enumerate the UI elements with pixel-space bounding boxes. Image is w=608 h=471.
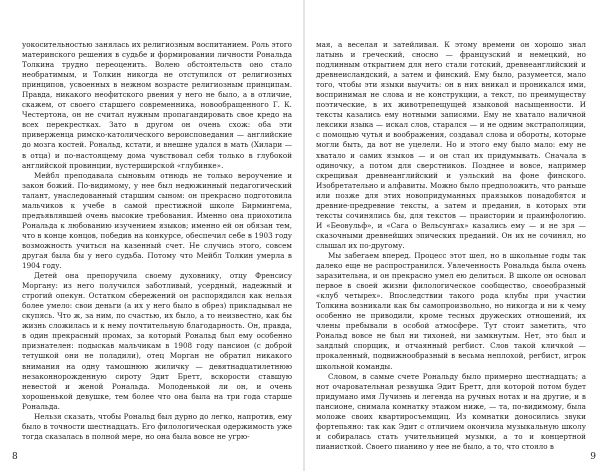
page-number-left: 8 [12,452,18,462]
right-page-text [316,40,586,452]
paragraph: Словом, в самые счете Рональду было примерно шестнадцать; а нот очаровательная резвушка Эдит Бретт, для которой потом будет придумано имя Лучиэнь и легенда на ручных нотах и на другие, и в пансионе, снимала комнатку этажом ниже, — та, по-видимому, была моложе своих квартиросъемщиц. Из комнатки доносились звуки фортепьяно: так как Эдит с отличием окончила музыкальную школу и собиралась стать учительницей музыки, а то и концертной пианисткой. Своего пианино у нее не было, а то, что стояло в [316,371,586,451]
page-number-right: 9 [590,452,596,462]
right-page [304,0,608,471]
paragraph: уокосительностью занялась их религиозным воспитанием. Роль этого материнского решения в судьбе и формировании личности Рональда Толкина трудно переоценить. Волею обстоятельств оно стало необратимым, и Толкин никогда не отступился от религиозных принципов, усвоенных в нежном возрасте религиозным принципам. Правда, никакого неофитского рвения у него не было, а в отличие, скажем, от своего старшего современника, новообращенного Г. К. Честертона, он не считал нужным пропагандировать свое кредо на всех перекрестках. Зато в другом он очень схож: оба эти приверженца римско-католического вероисповедания — английские до мозга костей. Рональд, кстати, и внешне удался в мать (Хилари — в отца) и по-настоящему дома чувствовал себя только в глубокой английской провинции, вустерширской «глубинке». [22,40,292,170]
left-page-text [22,40,292,442]
paragraph: мая, а веселая и затейливая. К этому времени он хорошо знал латынь и греческий, сносно — французский и немецкий, но подлинным открытием для него стали готский, древнеанглийский и древнеисландский, а затем и финский. Ему было, разумеется, мало того, чтобы эти языки выучить: он в них вникал и проникался ими, воспринимая не слова и не конструкции, а текст, по преимуществу поэтические, в их животрепещущей языковой насыщенности. И тексты казались ему нотными записями. Ему не хватало наличной лексики языка — искал слов, старался — и не одним экстраполяции, с помощью чутья и воображения, создавал слова и обороты, которые могли быть, да вот не уцелели. Но и этого ему было мало: ему не хватало и самих языков — и он стал их придумывать. Сначала в одиночку, а потом для сверстников. Позднее и вовсе, например скрещивая древнеанглийский и уэльский на фоне финского. Изобретательно и алфавиты. Можно было предположить, что раньше или позже для этих новопридуманных праязыков понадобятся и древние-предревние тексты, а затем и предания, в которых эти тексты сочинялись бы, для текстов — праистории и праинфологию. И «Беовульф», и «Сага о Вельсунгах» казались ему — и не зря — сказочными древнейших эпических преданий. Он их не сочинял, но слышал их по-другому. [316,40,586,250]
paragraph: Нельзя сказать, чтобы Рональд был дурно до легко, напротив, ему было в точности шестнадцать. Его филологическая одержимость уже тогда сказалась в полной мере, но она была вовсе не угрю- [22,411,292,441]
paragraph: Мейбл преподавала сыновьям отнюдь не только вероучение и закон божий. По-видимому, у нее был недюжинный педагогический талант, унаследованный старшим сыном: он прекрасно подготовила мальчиков к учебе в самой престижной школе Бирмингема, предъявлявшей очень высокие требования. Именно она приохотила Рональда к любованию изучением языков; именно ей он обязан тем, что в конце концов, победив на конкурсе, обеспечил себе в 1903 году возможность учиться на казенный счет. Не случись этого, совсем другая была бы у него судьба. Потому что Мейбл Толкин умерла в 1904 году. [22,170,292,271]
paragraph: Детей она препоручила своему духовнику, отцу Френсису Моргану: из него получился заботливый, усердный, надежный и строгий опекун. Остатком сбережений он распорядился как нельзя более умело: свои деньги (а их у него было в обрез) прикладывал не скупясь. Что ж, за ним, по счастью, их было, а то неизвестно, как бы жизнь сложилась и к нему почтительную благодарность. Он, правда, в один прекрасный промах, за который Рональд был ему особенно признателен: подыскав мальчикам в 1908 году пансион (с доброй тетушкой они не поладили), отец Морган не обратил никакого внимания на одну тамошнюю жиличку — девятнадцатилетнюю незаконнорожденную сироту Эдит Бретт, вскорости ставшую невестой и женой Рональда. Молоденькой ли он, и очень хорошенькой девушке, тем более что она была на три года старше Рональда. [22,271,292,411]
paragraph: Мы забегаем вперед. Процесс этот шел, но в школьные годы так далеко еще не распространился. Увлеченность Рональда была очень заразительна, и он прекрасно умел ею делиться. В школе он основал первое в своей жизни филологическое сообщество, своеобразный «клуб четырех». Впоследствии такого рода клубы при участии Толкина возникали как бы самопроизвольно, но никогда и ни к чему особенно не приводили, кроме тесных дружеских отношений, их члены пребывали в особой атмосфере. Тут стоит заметить, что Рональд вовсе не был ни тихоней, ни замкнутым. Нет, это был и заядлый спорщик, и отчаянный регбист. Слов такой кличкой — прокаленный, подвижнообразный в весьма неплохой, регбист, игрок школьной команды. [316,250,586,371]
